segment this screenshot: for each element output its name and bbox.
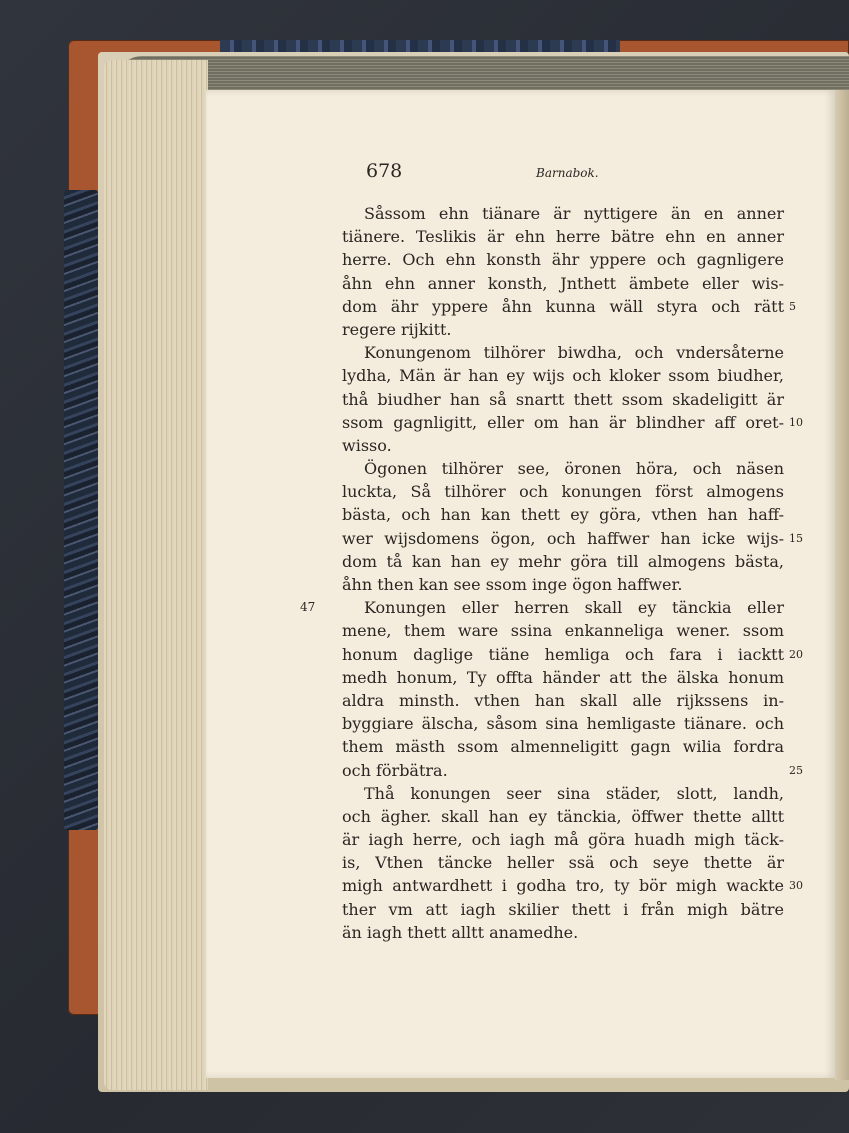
- line-text: regere rijkitt.: [342, 319, 452, 339]
- text-line: [342, 434, 784, 457]
- line-text: thå biudher han så snartt thett ssom skadeligitt är: [342, 389, 784, 409]
- line-text: Ögonen tilhörer see, öronen höra, och näsen: [364, 459, 784, 479]
- line-text: bästa, och han kan thett ey göra, vthen han haff-: [342, 505, 784, 525]
- line-text: Thå konungen seer sina städer, slott, landh,: [364, 783, 784, 803]
- text-line: [342, 411, 803, 434]
- line-text: och förbätra.: [342, 760, 448, 780]
- text-line: [342, 689, 784, 712]
- text-line: [342, 874, 803, 897]
- line-text: Konungen eller herren skall ey tänckia eller: [364, 598, 784, 618]
- line-text: honum daglige tiäne hemliga och fara i iacktt: [342, 644, 784, 664]
- line-text: är iagh herre, och iagh må göra huadh migh täck-: [342, 830, 784, 850]
- line-text: och ägher. skall han ey tänckia, öffwer thette alltt: [342, 806, 784, 826]
- text-line: [342, 851, 784, 874]
- page-stack-left: [104, 60, 208, 1090]
- line-text: herre. Och ehn konsth ähr yppere och gagnligere: [342, 250, 784, 270]
- line-number: 20: [789, 647, 803, 661]
- text-line: [342, 248, 784, 271]
- text-line: [342, 828, 784, 851]
- line-text: wisso.: [342, 435, 392, 455]
- text-line: [342, 550, 784, 573]
- line-text: luckta, Så tilhörer och konungen först almogens: [342, 482, 784, 502]
- text-line: [342, 480, 784, 503]
- line-text: ssom gagnligitt, eller om han är blindher aff oret-: [342, 412, 784, 432]
- text-line: [342, 805, 784, 828]
- marbled-spine: [64, 190, 98, 830]
- line-text: migh antwardhett i godha tro, ty bör migh wackte: [342, 876, 784, 896]
- text-line: [342, 388, 784, 411]
- text-line: [342, 619, 784, 642]
- text-line: [342, 272, 784, 295]
- line-text: byggiare älscha, såsom sina hemligaste tiänare. och: [342, 714, 784, 734]
- page-top-edge: [112, 56, 849, 92]
- line-text: mene, them ware ssina enkanneliga wener. ssom: [342, 621, 784, 641]
- line-text: tiänere. Teslikis är ehn herre bätre ehn en anner: [342, 227, 784, 247]
- line-number: 5: [789, 299, 796, 313]
- text-line: [342, 225, 784, 248]
- text-line: [342, 666, 784, 689]
- text-line: [342, 341, 784, 364]
- page-header: [366, 160, 599, 182]
- line-text: Såssom ehn tiänare är nyttigere än en anner: [364, 204, 784, 223]
- text-line: [342, 364, 784, 387]
- running-title: Barnabok.: [536, 166, 599, 180]
- line-number: 25: [789, 763, 803, 777]
- text-line: [342, 503, 784, 526]
- text-line: [342, 921, 784, 944]
- text-line: [342, 712, 784, 735]
- text-line: [342, 202, 784, 225]
- line-number: 30: [789, 879, 803, 893]
- text-line: [342, 759, 803, 782]
- line-text: åhn then kan see ssom inge ögon haffwer.: [342, 575, 683, 594]
- text-line: [342, 318, 784, 341]
- text-line: [342, 573, 784, 596]
- page-right-edge: [835, 90, 849, 1080]
- line-text: aldra minsth. vthen han skall alle rijkssens in-: [342, 690, 784, 710]
- line-text: dom ähr yppere åhn kunna wäll styra och rätt: [342, 296, 784, 316]
- margin-section-number: 47: [300, 600, 316, 615]
- line-text: ther vm att iagh skilier thett i från migh bätre: [342, 899, 784, 919]
- line-text: them mästh ssom almenneligitt gagn wilia fordra: [342, 737, 784, 757]
- text-line: [342, 735, 784, 758]
- line-text: wer wijsdomens ögon, och haffwer han icke wijs-: [342, 528, 784, 548]
- text-line: [342, 295, 796, 318]
- page-text: [300, 202, 803, 944]
- text-line: [342, 898, 784, 921]
- line-number: 10: [789, 415, 803, 429]
- text-line: [342, 527, 803, 550]
- line-number: 15: [789, 531, 803, 545]
- line-text: Konungenom tilhörer biwdha, och vndersåterne: [364, 343, 784, 363]
- text-line: [342, 643, 803, 666]
- text-line: [342, 782, 784, 805]
- line-text: dom tå kan han ey mehr göra till almogens bästa,: [342, 551, 784, 571]
- line-text: åhn ehn anner konsth, Jnthett ämbete eller wis-: [342, 273, 784, 293]
- text-line: [342, 457, 784, 480]
- line-text: än iagh thett alltt anamedhe.: [342, 922, 579, 942]
- text-line: [300, 596, 784, 619]
- line-text: medh honum, Ty offta händer att the älska honum: [342, 667, 784, 687]
- page-number: 678: [366, 160, 403, 182]
- line-text: lydha, Män är han ey wijs och kloker ssom biudher,: [342, 366, 784, 386]
- line-text: is, Vthen täncke heller ssä och seye thette är: [342, 853, 784, 873]
